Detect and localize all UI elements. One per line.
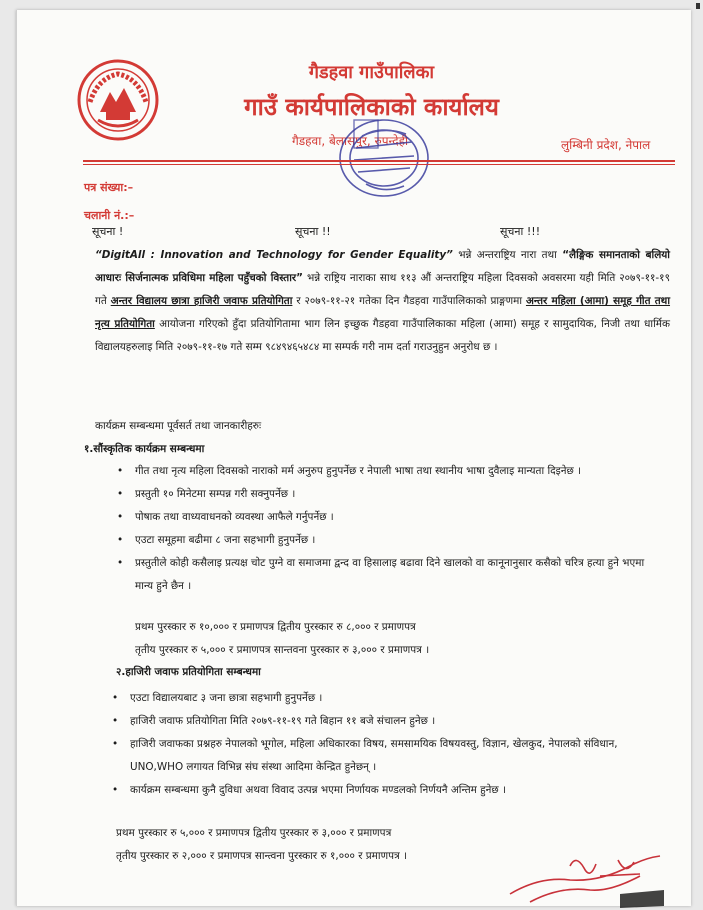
intro-paragraph: [95, 244, 670, 359]
bullet-icon: •: [117, 557, 124, 569]
section-1-title: १.सौंस्कृतिक कार्यक्रम सम्बन्धमा: [84, 443, 205, 455]
intro-text-2: भन्ने राष्ट्रिय नाराका साथ ११३ औं अन्तराष्ट्रिय महिला दिवसको अवसरमा यही मिति २०७९-११-१९ गते: [95, 272, 670, 307]
office-address: गैडहवा, बेलासपुर, रुपन्देही: [292, 134, 409, 148]
event-song-dance: अन्तर महिला (आमा) समूह गीत तथा नृत्य प्रतियोगिता: [95, 295, 671, 330]
event-quiz: अन्तर विद्यालय छात्रा हाजिरी जवाफ प्रतियोगिता: [110, 295, 293, 307]
bullet-icon: •: [112, 738, 119, 750]
office-name: गाउँ कार्यपालिकाको कार्यालय: [244, 93, 499, 121]
notice-heading-2: सूचना !!: [295, 225, 331, 238]
list-item: [112, 710, 630, 733]
list-item-text: पोषाक तथा वाध्यवाधनको व्यवस्था आफैले गर्नुपर्नेछ ।: [135, 511, 334, 523]
header-divider-thin: [83, 164, 675, 165]
list-item-text: एउटा समूहमा बढीमा ८ जना सहभागी हुनुपर्नेछ ।: [135, 534, 316, 546]
bullet-icon: •: [112, 784, 119, 796]
bullet-icon: •: [117, 465, 124, 477]
list-item: [117, 506, 645, 529]
bullet-icon: •: [117, 511, 124, 523]
bullet-icon: •: [117, 534, 124, 546]
list-item: [117, 460, 645, 483]
bullet-icon: •: [112, 692, 119, 704]
international-theme: “DigitAll : Innovation and Technology for Gender Equality”: [95, 249, 453, 261]
intro-text-4: आयोजना गरिएको हुँदा प्रतियोगितामा भाग लिन इच्छुक गैडहवा गाउँपालिकाका महिला (आमा) समूह र सामुदायिक, निजी तथा धार्मिक विद्यालयहरुलाइ मिति २०७९-११-१७ गते सम्म ९८४९४६५४८४ मा सम्पर्क गरी नाम दर्ता गराउनुहुन अनुरोध छ ।: [95, 318, 670, 353]
section-2-prize-line-2: तृतीय पुरस्कार रु २,००० र प्रमाणपत्र सान्त्वना पुरस्कार रु १,००० र प्रमाणपत्र ।: [116, 850, 407, 862]
list-item-text: हाजिरी जवाफ प्रतियोगिता मिति २०७९-११-१९ गते बिहान ११ बजे संचालन हुनेछ ।: [130, 715, 436, 727]
bullet-icon: •: [112, 715, 119, 727]
corner-mark: [687, 0, 701, 14]
section-1-prize-line-1: प्रथम पुरस्कार रु १०,००० र प्रमाणपत्र द्वितीय पुरस्कार रु ८,००० र प्रमाणपत्र: [135, 621, 416, 633]
list-item-text: गीत तथा नृत्य महिला दिवसको नाराको मर्म अनुरुप हुनुपर्नेछ र नेपाली भाषा तथा स्थानीय भाषा दुवैलाइ मान्यता दिइनेछ ।: [135, 465, 582, 477]
list-item: [112, 733, 630, 779]
list-item: [112, 779, 630, 802]
dispatch-number: चलानी नं.:–: [84, 209, 135, 222]
intro-text-1: भन्ने अन्तराष्ट्रिय नारा तथा: [452, 249, 563, 261]
notice-heading-3: सूचना !!!: [500, 225, 541, 238]
national-theme: “लैङ्गिक समानताको बलियो आधारः सिर्जनात्मक प्रविधिमा महिला पहुँचको विस्तार”: [95, 249, 670, 284]
header-divider: [83, 160, 675, 162]
list-item: [117, 483, 645, 506]
list-item-text: हाजिरी जवाफका प्रश्नहरु नेपालको भूगोल, महिला अधिकारका विषय, समसामयिक विषयवस्तु, विज्ञान, खेलकुद, नेपालको संविधान, UNO,WHO लगायत विभिन्न संघ संस्था आदिमा केन्द्रित हुनेछन् ।: [130, 738, 618, 773]
section-2-list: [112, 687, 630, 802]
section-1-prize-line-2: तृतीय पुरस्कार रु ५,००० र प्रमाणपत्र सान्तवना पुरस्कार रु ३,००० र प्रमाणपत्र ।: [135, 644, 430, 656]
list-item-text: कार्यक्रम सम्बन्धमा कुनै दुविधा अथवा विवाद उत्पन्न भएमा निर्णायक मण्डलको निर्णयनै अन्तिम हुनेछ ।: [130, 784, 506, 796]
bullet-icon: •: [117, 488, 124, 500]
notice-heading-1: सूचना !: [92, 225, 124, 238]
list-item-text: प्रस्तुतीले कोही कसैलाइ प्रत्यक्ष चोट पुग्ने वा समाजमा द्वन्द वा हिसालाइ बढावा दिने खालको वा कानूनानुसार कसैको चरित्र हत्या हुने भएमा मान्य हुने छैन ।: [135, 557, 645, 592]
municipality-name: गैडहवा गाउँपालिका: [308, 62, 435, 83]
province-label: लुम्बिनी प्रदेश, नेपाल: [561, 138, 651, 152]
list-item: [112, 687, 630, 710]
list-item-text: एउटा विद्यालयबाट ३ जना छात्रा सहभागी हुनुपर्नेछ ।: [130, 692, 323, 704]
list-item: [117, 552, 645, 598]
list-item: [117, 529, 645, 552]
preconditions-heading: कार्यक्रम सम्बन्धमा पूर्वसर्त तथा जानकारीहरुः: [95, 420, 262, 432]
section-2-prize-line-1: प्रथम पुरस्कार रु ५,००० र प्रमाणपत्र द्वितीय पुरस्कार रु ३,००० र प्रमाणपत्र: [116, 827, 392, 839]
list-item-text: प्रस्तुती १० मिनेटमा सम्पन्न गरी सक्नुपर्नेछ ।: [135, 488, 296, 500]
official-stamp-icon: [326, 108, 446, 208]
section-1-list: [117, 460, 645, 598]
section-2-title: २.हाजिरी जवाफ प्रतियोगिता सम्बन्धमा: [116, 666, 261, 678]
reference-number: पत्र संख्या:–: [84, 181, 134, 194]
intro-text-3: र २०७९-११-२१ गतेका दिन गैडहवा गाउँपालिकाको प्राङ्गणमा: [292, 295, 526, 307]
signature-icon: [500, 846, 670, 908]
